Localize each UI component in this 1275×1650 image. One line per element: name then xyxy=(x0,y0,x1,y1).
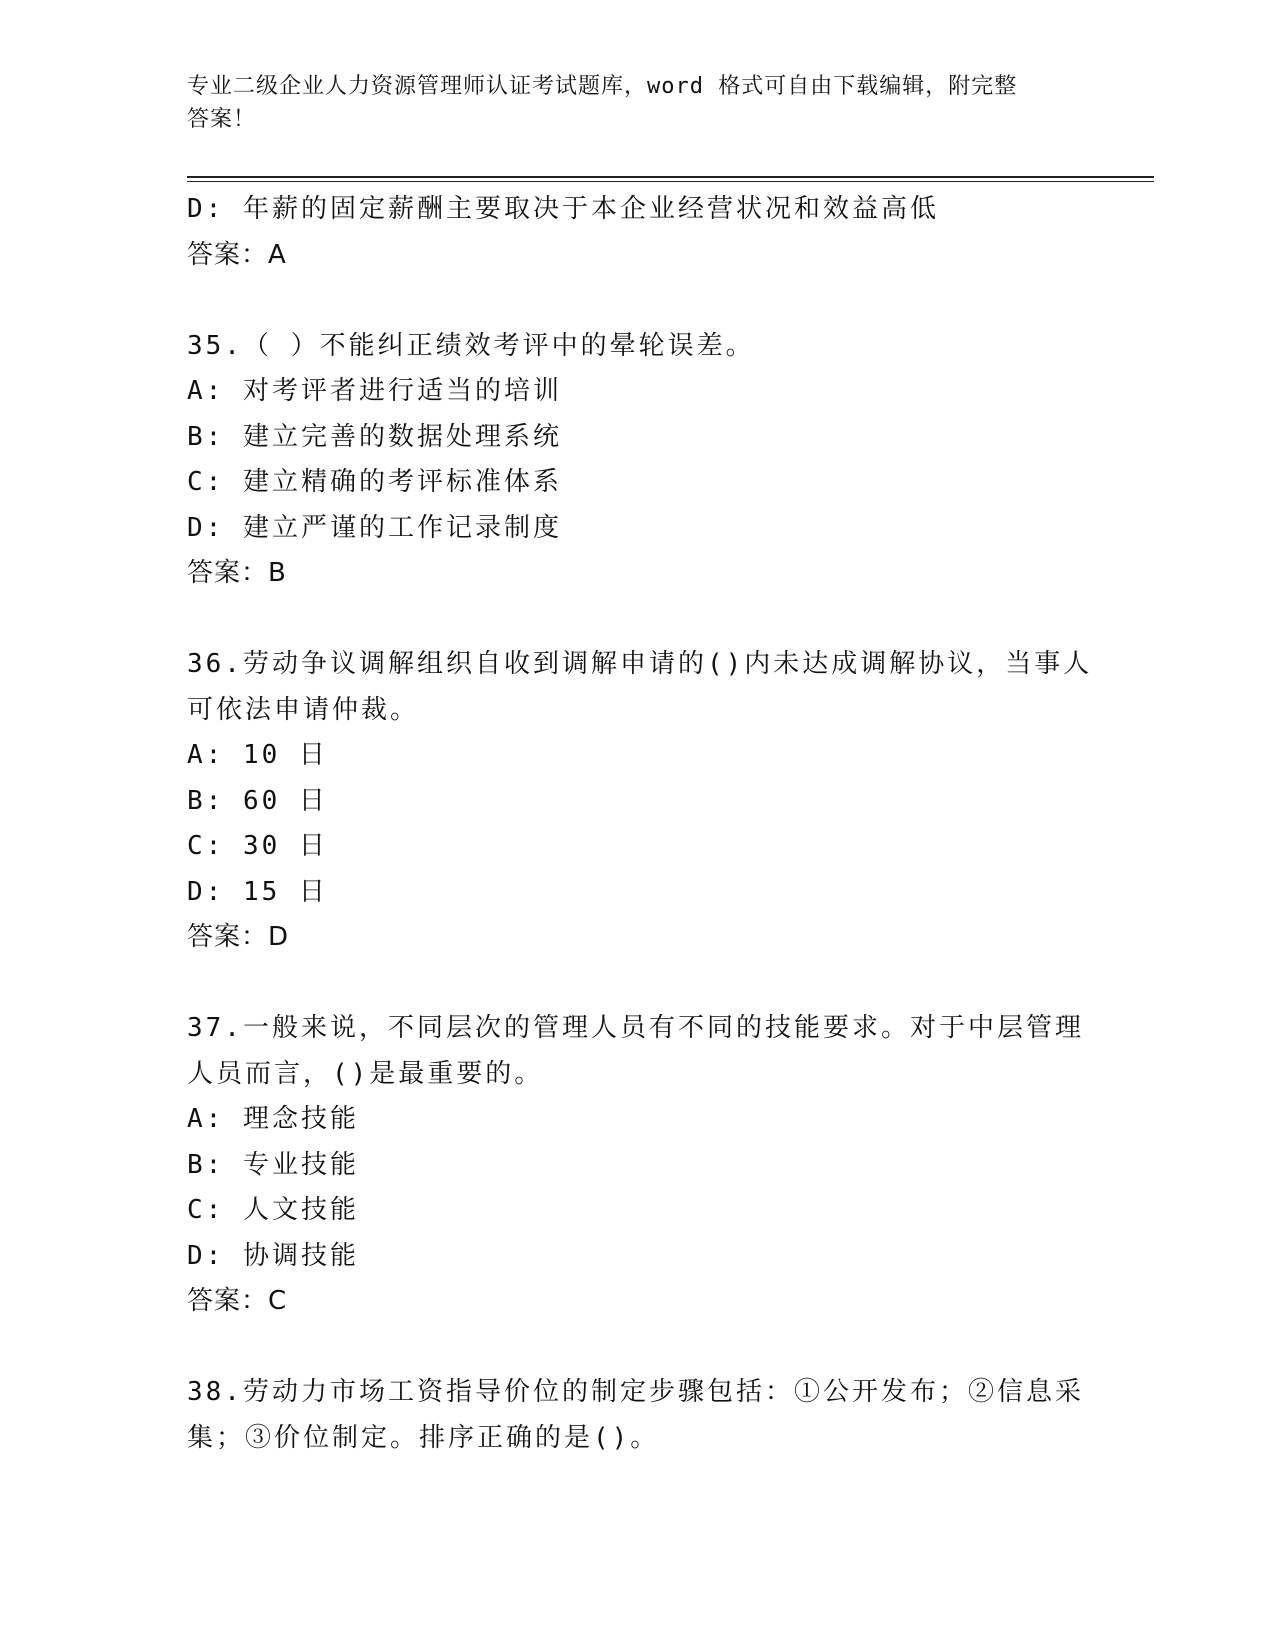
header-line-1: 专业二级企业人力资源管理师认证考试题库，word 格式可自由下载编辑，附完整 xyxy=(187,74,1018,99)
page-header xyxy=(187,70,1067,136)
header-divider-thick xyxy=(187,176,1154,178)
spacer xyxy=(187,597,1087,643)
question-stem-line-2: 人员而言，()是最重要的。 xyxy=(187,1058,544,1089)
header-line-2: 答案！ xyxy=(187,107,257,132)
previous-question-tail xyxy=(187,187,1087,278)
spacer xyxy=(187,961,1087,1007)
option-d: D: 协调技能 xyxy=(187,1240,359,1271)
option-a: A: 对考评者进行适当的培训 xyxy=(187,376,562,406)
question-stem-line-2: 可依法申请仲裁。 xyxy=(187,694,420,725)
answer-line: 答案：D xyxy=(187,922,290,952)
question-stem-line-2: 集；③价位制定。排序正确的是()。 xyxy=(187,1422,660,1453)
question-36 xyxy=(187,642,1093,961)
question-list xyxy=(187,187,1093,1461)
question-37 xyxy=(187,1006,1087,1325)
option-b: B: 60 日 xyxy=(187,785,328,816)
option-d: D: 15 日 xyxy=(187,876,328,907)
option-a: A: 理念技能 xyxy=(187,1104,359,1134)
spacer xyxy=(187,1325,1087,1371)
spacer xyxy=(187,278,1087,324)
question-stem-line-1: 37.一般来说，不同层次的管理人员有不同的技能要求。对于中层管理 xyxy=(187,1013,1084,1043)
answer-line: 答案：C xyxy=(187,1286,288,1316)
option-c: C: 人文技能 xyxy=(187,1195,359,1225)
question-stem-line-1: 36.劳动争议调解组织自收到调解申请的()内未达成调解协议，当事人 xyxy=(187,649,1093,679)
option-b: B: 专业技能 xyxy=(187,1149,359,1180)
answer-line: 答案：B xyxy=(187,558,287,588)
header-divider-thin xyxy=(187,181,1154,182)
option-d: D: 年薪的固定薪酬主要取决于本企业经营状况和效益高低 xyxy=(187,194,939,224)
question-38 xyxy=(187,1370,1087,1461)
question-stem: 35.（ ）不能纠正绩效考评中的晕轮误差。 xyxy=(187,330,755,361)
answer-line: 答案：A xyxy=(187,239,287,270)
question-stem-line-1: 38.劳动力市场工资指导价位的制定步骤包括：①公开发布；②信息采 xyxy=(187,1377,1084,1407)
option-c: C: 建立精确的考评标准体系 xyxy=(187,467,562,497)
question-35 xyxy=(187,324,1087,597)
option-c: C: 30 日 xyxy=(187,831,328,861)
option-a: A: 10 日 xyxy=(187,740,328,770)
option-d: D: 建立严谨的工作记录制度 xyxy=(187,512,562,543)
option-b: B: 建立完善的数据处理系统 xyxy=(187,421,562,452)
